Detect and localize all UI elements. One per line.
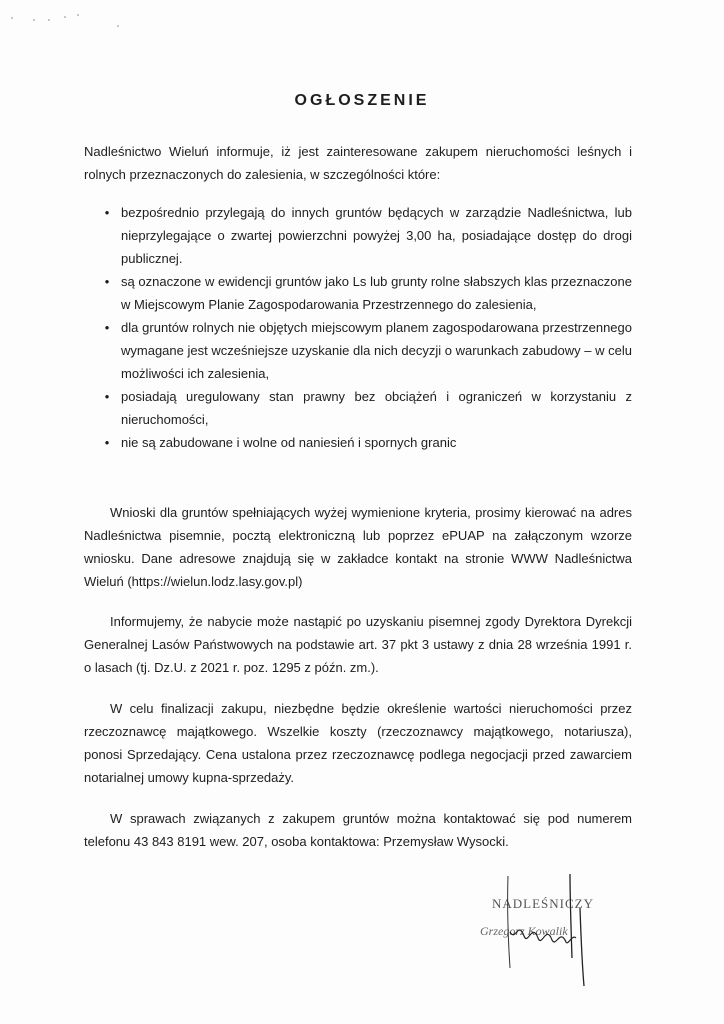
bullet-marker: •	[104, 274, 110, 289]
list-item	[84, 385, 632, 431]
list-item	[84, 270, 632, 316]
list-item-text: bezpośrednio przylegają do innych gruntów będących w zarządzie Nadleśnictwa, lub nieprzylegające o zwartej powierzchni powyżej 3,00 ha, posiadające dostęp do drogi publicznej.	[121, 205, 632, 266]
criteria-list	[84, 201, 632, 454]
applications-paragraph: Wnioski dla gruntów spełniających wyżej wymienione kryteria, prosimy kierować na adres Nadleśnictwa pisemnie, pocztą elektroniczną lub poprzez ePUAP na załączonym wzorze wniosku. Dane adresowe znajdują się w zakładce kontakt na stronie WWW Nadleśnictwa Wieluń (https://wielun.lodz.lasy.gov.pl)	[84, 505, 632, 589]
contact-paragraph: W sprawach związanych z zakupem gruntów można kontaktować się pod numerem telefonu 43 843 8191 wew. 207, osoba kontaktowa: Przemysław Wysocki.	[84, 811, 632, 849]
stamp-title: NADLEŚNICZY	[492, 896, 594, 911]
document-title: OGŁOSZENIE	[294, 92, 430, 109]
list-item-text: nie są zabudowane i wolne od naniesień i spornych granic	[121, 435, 457, 450]
bullet-marker: •	[104, 205, 110, 220]
list-item-text: posiadają uregulowany stan prawny bez obciążeń i ograniczeń w korzystaniu z nieruchomości,	[121, 389, 632, 427]
list-item	[84, 201, 632, 270]
consent-paragraph: Informujemy, że nabycie może nastąpić po uzyskaniu pisemnej zgody Dyrektora Dyrekcji Generalnej Lasów Państwowych na podstawie art. 37 pkt 3 ustawy z dnia 28 września 1991 r. o lasach (tj. Dz.U. z 2021 r. poz. 1295 z późn. zm.).	[84, 614, 632, 675]
list-item-text: są oznaczone w ewidencji gruntów jako Ls lub grunty rolne słabszych klas przeznaczone w Miejscowym Planie Zagospodarowania Przestrzennego do zalesienia,	[121, 274, 632, 312]
signature	[488, 868, 628, 988]
bullet-marker: •	[104, 320, 110, 335]
intro-paragraph: Nadleśnictwo Wieluń informuje, iż jest zainteresowane zakupem nieruchomości leśnych i rolnych przeznaczonych do zalesienia, w szczególności które:	[84, 144, 632, 182]
list-item	[84, 316, 632, 385]
list-item-text: dla gruntów rolnych nie objętych miejscowym planem zagospodarowana przestrzennego wymagane jest wcześniejsze uzyskanie dla nich decyzji o warunkach zabudowy – w celu możliwości ich zalesienia,	[121, 320, 632, 381]
bullet-marker: •	[104, 435, 110, 450]
scan-specks	[0, 0, 140, 40]
list-item	[84, 431, 632, 454]
bullet-marker: •	[104, 389, 110, 404]
valuation-paragraph: W celu finalizacji zakupu, niezbędne będzie określenie wartości nieruchomości przez rzeczoznawcę majątkowego. Wszelkie koszty (rzeczoznawcy majątkowego, notariusza), ponosi Sprzedający. Cena ustalona przez rzeczoznawcę podlega negocjacji przed zawarciem notarialnej umowy kupna-sprzedaży.	[84, 701, 632, 785]
stamp-name: Grzegorz Kowalik	[480, 924, 568, 938]
